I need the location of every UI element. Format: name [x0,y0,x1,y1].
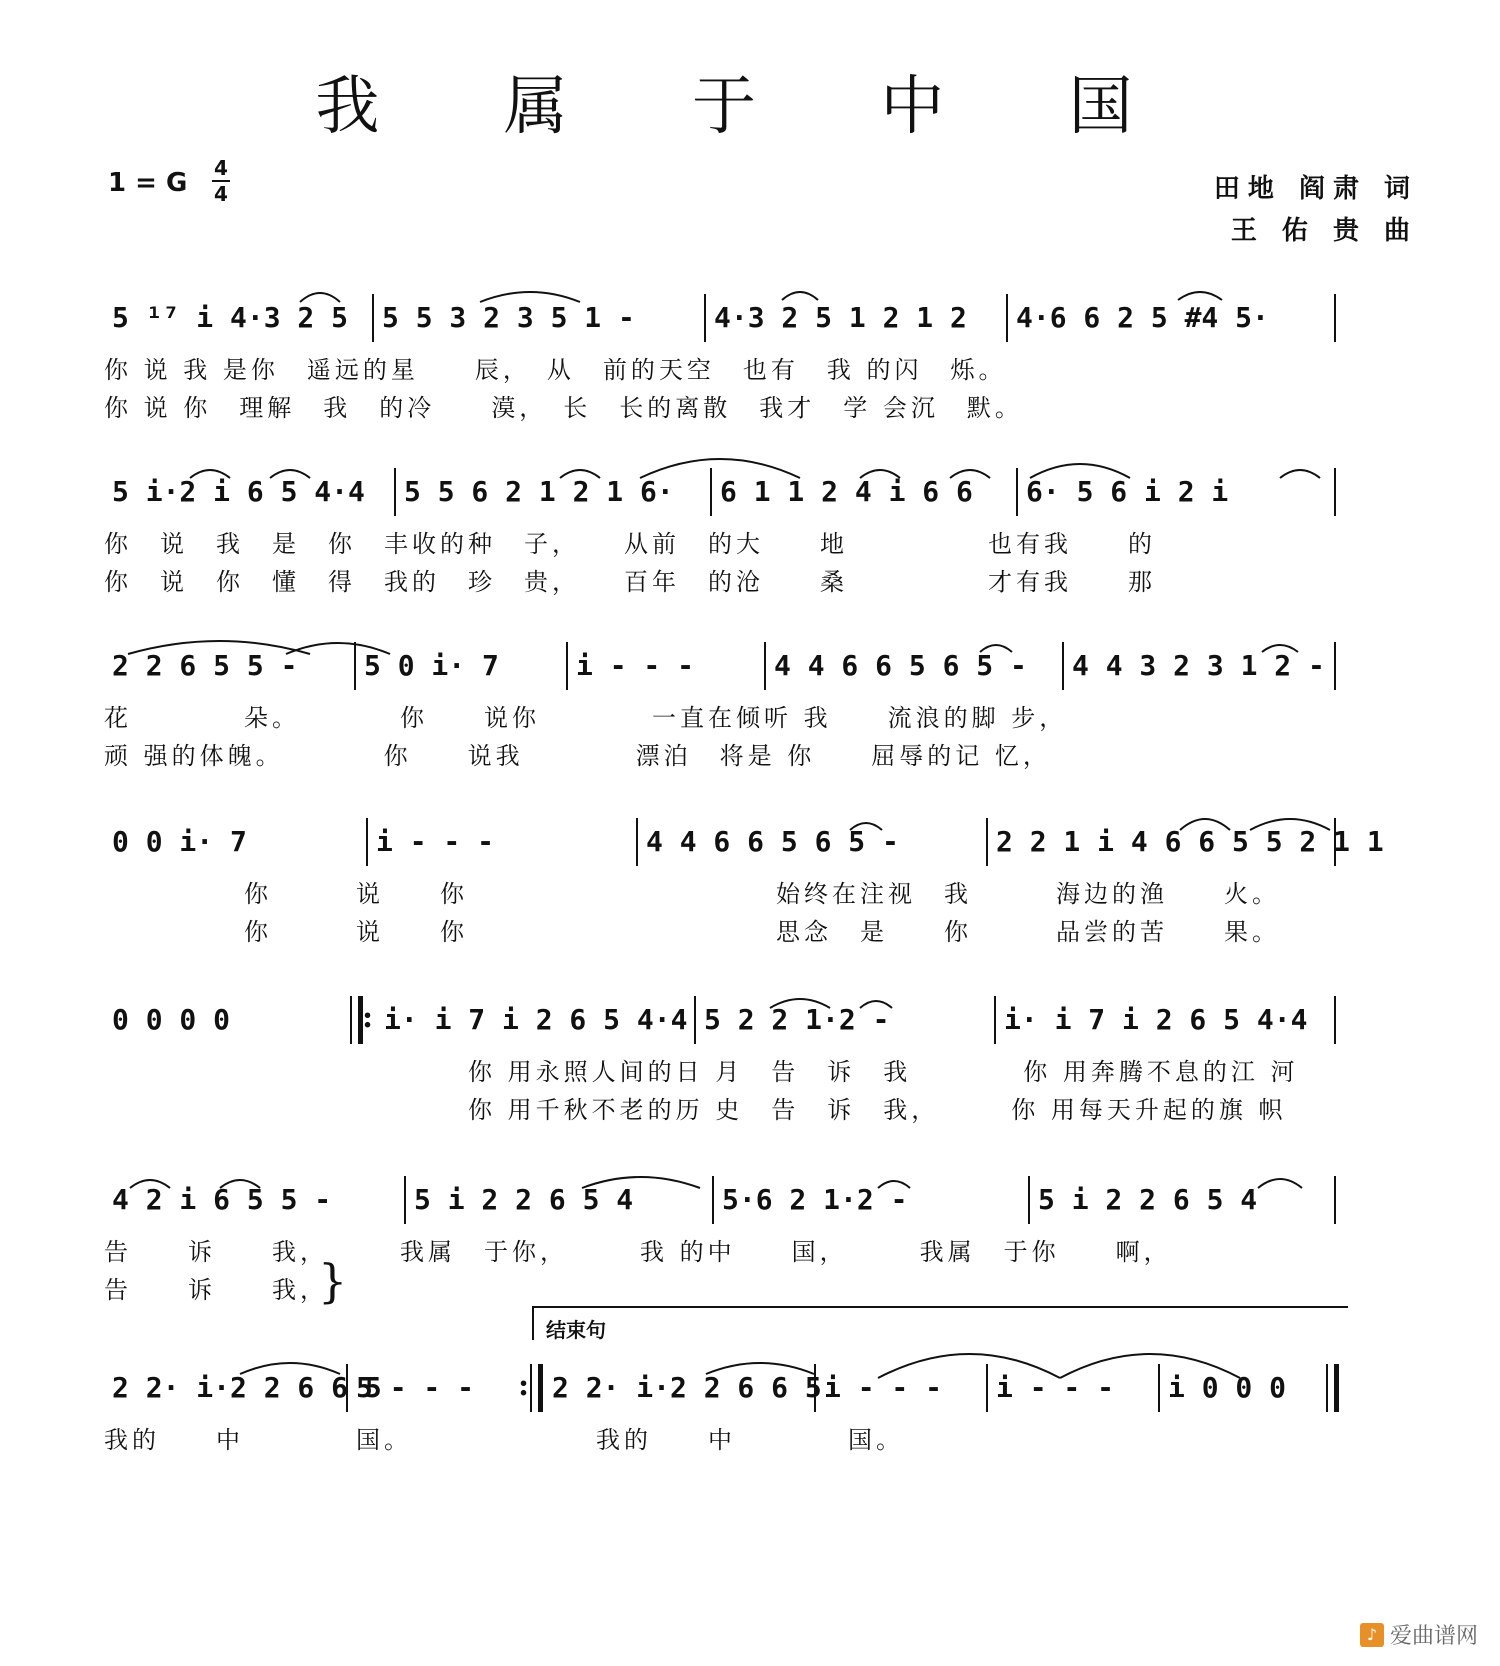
measure-notes: i - - - [376,825,495,858]
measure-notes: 5 0 i· 7 [364,649,499,682]
lyric-verse-1: 你 说 你 始终在注视 我 海边的渔 火。 [104,880,1280,908]
measure-notes: 6 1 1 2 4 i 6 6 [720,475,973,508]
measure-notes: 5 ¹⁷ i 4·3 2 5 [112,301,349,334]
lyric-verse-2: 你 说 你 懂 得 我的 珍 贵， 百年 的沧 桑 才有我 那 [104,568,1156,596]
measure-notes: 4·6 6 2 5 #4 5· [1016,301,1269,334]
verse-brace: } [318,1254,348,1308]
lyric-verse-1: 我的 中 国。 我的 中 国。 [104,1426,904,1454]
measure [988,1358,1158,1478]
measure-notes: i· i 7 i 2 6 5 4·4 [1004,1003,1308,1036]
repeat-dots: : [362,1000,374,1035]
measure-notes: i 0 0 0 [1168,1371,1287,1404]
lyric-verse-2: 你 说 你 思念 是 你 品尝的苦 果。 [104,918,1280,946]
barline [1334,468,1337,516]
measure-notes: 5 2 2 1·2 - [704,1003,890,1036]
measure [816,1358,986,1478]
coda-volta-bracket [532,1306,1348,1340]
meter-bottom: 4 [214,182,228,206]
measure [1160,1358,1326,1478]
measure [544,1358,822,1478]
barline [1334,1176,1337,1224]
measure [104,1358,382,1478]
measure-notes: 4 4 6 6 5 6 5 - [774,649,1027,682]
measure-notes: 4 4 3 2 3 1 2 - [1072,649,1325,682]
measure-notes: 2 2· i·2 2 6 6 5 [112,1371,382,1404]
measure-notes: i· i 7 i 2 6 5 4·4 [384,1003,688,1036]
repeat-dots: : [518,1368,530,1403]
measure-notes: 5 i 2 2 6 5 4 [414,1183,634,1216]
lyric-verse-1: 你 说 我 是你 遥远的星 辰， 从 前的天空 也有 我 的闪 烁。 [104,356,1007,384]
lyric-verse-2: 你 用千秋不老的历 史 告 诉 我， 你 用每天升起的旗 帜 [104,1096,1287,1124]
lyric-verse-1: 你 用永照人间的日 月 告 诉 我 你 用奔腾不息的江 河 [104,1058,1299,1086]
barline [1334,818,1337,866]
repeat-end-barline [530,1364,543,1412]
coda-label: 结束句 [546,1318,606,1342]
measure [348,1358,518,1478]
watermark-logo [1360,1619,1478,1650]
measure-notes: 4·3 2 5 1 2 1 2 [714,301,967,334]
lyric-verse-2: 你 说 你 理解 我 的冷 漠， 长 长的离散 我才 学 会沉 默。 [104,394,1023,422]
composer-credit: 王 佑 贵 曲 [1230,216,1418,246]
time-signature [210,156,232,206]
measure-notes: 5·6 2 1·2 - [722,1183,908,1216]
measure-notes: 5 5 3 2 3 5 1 - [382,301,635,334]
song-title: 我 属 于 中 国 [315,70,1185,144]
measure-notes: 5 5 6 2 1 2 1 6· [404,475,674,508]
measure-notes: 2 2· i·2 2 6 6 5 [552,1371,822,1404]
measure-notes: 4 2 i 6 5 5 - [112,1183,332,1216]
measure-notes: 5 i·2 i 6 5 4·4 [112,475,365,508]
barline [1334,642,1337,690]
measure-notes: i - - - [996,1371,1115,1404]
meter-top: 4 [214,156,228,180]
measure-notes: 2 2 6 5 5 - [112,649,298,682]
measure-notes: 0 0 i· 7 [112,825,247,858]
music-note-icon: ♪ [1360,1623,1384,1647]
lyricist-credit: 田地 阎肃 词 [1213,174,1418,204]
measure-notes: 2 2 1 i 4 6 6 5 5 2 1 1 [996,825,1384,858]
barline [1334,294,1337,342]
lyric-verse-2: 顽 强的体魄。 你 说我 漂泊 将是 你 屈辱的记 忆， [104,742,1051,770]
final-barline [1326,1364,1339,1412]
measure-notes: 0 0 0 0 [112,1003,231,1036]
watermark-text: 爱曲谱网 [1389,1624,1478,1649]
lyric-verse-1: 花 朵。 你 说你 一直在倾听 我 流浪的脚 步， [104,704,1068,732]
measure-notes: 5 i 2 2 6 5 4 [1038,1183,1258,1216]
measure-notes: 4 4 6 6 5 6 5 - [646,825,899,858]
measure-notes: 5 - - - [356,1371,475,1404]
lyric-verse-1: 你 说 我 是 你 丰收的种 子， 从前 的大 地 也有我 的 [104,530,1156,558]
measure-notes: i - - - [824,1371,943,1404]
key-signature: 1 = G [108,168,188,198]
barline [1334,996,1337,1044]
lyric-verse-2: 告 诉 我， [104,1276,328,1304]
measure-notes: i - - - [576,649,695,682]
lyric-verse-1: 告 诉 我， 我属 于你， 我 的中 国， 我属 于你 啊， [104,1238,1172,1266]
measure-notes: 6· 5 6 i 2 i [1026,475,1229,508]
